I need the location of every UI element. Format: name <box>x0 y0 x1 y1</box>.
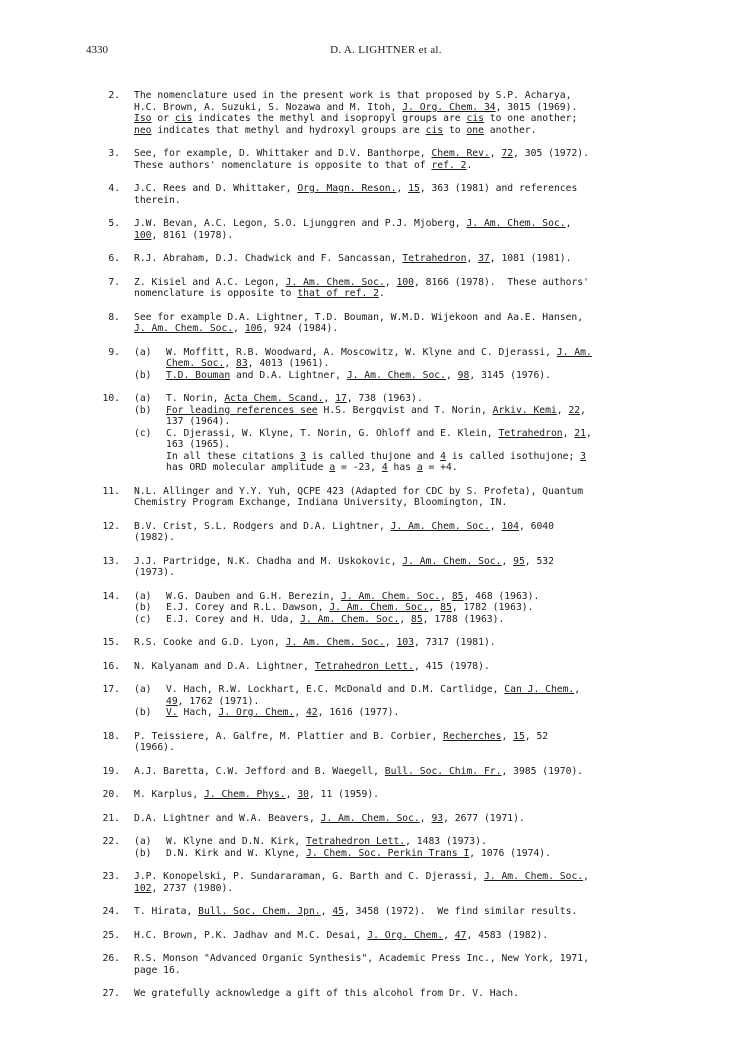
reference-line: Z. Kisiel and A.C. Legon, J. Am. Chem. Soc., 100, 8166 (1978). These authors' <box>134 276 589 288</box>
subitem-label: (a) <box>134 590 152 602</box>
reference-line: therein. <box>134 194 181 206</box>
reference-line: See for example D.A. Lightner, T.D. Bouman, W.M.D. Wijekoon and Aa.E. Hansen, <box>134 311 584 323</box>
subitem-text <box>166 393 686 405</box>
subitem-text <box>166 602 686 614</box>
subitem-text <box>166 428 686 474</box>
reference-subitem <box>134 591 686 603</box>
reference-number: 19. <box>102 765 120 777</box>
reference-item <box>86 312 686 335</box>
reference-number: 7. <box>108 276 120 288</box>
reference-text <box>134 766 686 778</box>
subitem-text <box>166 684 686 707</box>
reference-item <box>86 813 686 825</box>
reference-line: N. Kalyanam and D.A. Lightner, Tetrahedron Lett., 415 (1978). <box>134 660 490 672</box>
reference-line: B.V. Crist, S.L. Rodgers and D.A. Lightner, J. Am. Chem. Soc., 104, 6040 <box>134 520 554 532</box>
reference-text <box>134 953 686 976</box>
subitem-label: (c) <box>134 613 152 625</box>
reference-text <box>134 661 686 673</box>
reference-text <box>134 218 686 241</box>
reference-subitem <box>134 602 686 614</box>
reference-line: V. Hach, J. Org. Chem., 42, 1616 (1977). <box>166 707 400 718</box>
reference-line: 137 (1964). <box>166 416 231 427</box>
reference-text <box>134 637 686 649</box>
subitem-text <box>166 347 686 370</box>
reference-subitem <box>134 347 686 370</box>
reference-item <box>86 684 686 719</box>
reference-item <box>86 183 686 206</box>
reference-item <box>86 521 686 544</box>
reference-subitems <box>134 393 686 474</box>
reference-line: J.P. Konopelski, P. Sundararaman, G. Barth and C. Djerassi, J. Am. Chem. Soc., <box>134 871 589 882</box>
reference-line: Chem. Soc., 83, 4013 (1961). <box>166 358 330 369</box>
subitem-label: (b) <box>134 847 152 859</box>
reference-subitems <box>134 347 686 382</box>
reference-item <box>86 637 686 649</box>
reference-text <box>134 277 686 300</box>
reference-subitem <box>134 393 686 405</box>
reference-line: H.C. Brown, P.K. Jadhav and M.C. Desai, J. Org. Chem., 47, 4583 (1982). <box>134 929 549 941</box>
subitem-label: (b) <box>134 404 152 416</box>
reference-number: 18. <box>102 730 120 742</box>
reference-subitem <box>134 836 686 848</box>
subitem-label: (a) <box>134 346 152 358</box>
reference-line: J.W. Bevan, A.C. Legon, S.O. Ljunggren and P.J. Mjoberg, J. Am. Chem. Soc., <box>134 218 572 229</box>
reference-line: R.J. Abraham, D.J. Chadwick and F. Sancassan, Tetrahedron, 37, 1081 (1981). <box>134 253 572 264</box>
reference-number: 11. <box>102 485 120 497</box>
reference-text <box>134 90 686 136</box>
reference-number: 9. <box>108 346 120 358</box>
reference-line: In all these citations 3 is called thujone and 4 is called isothujone; 3 <box>166 450 586 462</box>
reference-item <box>86 988 686 1000</box>
reference-number: 3. <box>108 148 120 159</box>
reference-line: D.N. Kirk and W. Klyne, J. Chem. Soc. Perkin Trans I, 1076 (1974). <box>166 847 551 859</box>
reference-line: For leading references see H.S. Bergqvist and T. Norin, Arkiv. Kemi, 22, <box>166 404 586 416</box>
reference-item <box>86 556 686 579</box>
reference-item <box>86 393 686 474</box>
reference-line: V. Hach, R.W. Lockhart, E.C. McDonald and D.M. Cartlidge, Can J. Chem., <box>166 684 581 695</box>
reference-line: A.J. Baretta, C.W. Jefford and B. Waegell, Bull. Soc. Chim. Fr., 3985 (1970). <box>134 765 584 777</box>
reference-subitem <box>134 848 686 860</box>
reference-item <box>86 253 686 265</box>
reference-number: 23. <box>102 871 120 882</box>
subitem-label: (a) <box>134 684 152 695</box>
reference-line: Iso or cis indicates the methyl and isopropyl groups are cis to one another; <box>134 113 578 124</box>
reference-line: (1982). <box>134 532 175 543</box>
reference-item <box>86 906 686 918</box>
reference-number: 20. <box>102 789 120 800</box>
reference-line: T. Norin, Acta Chem. Scand., 17, 738 (1963). <box>166 393 423 404</box>
reference-subitem <box>134 707 686 719</box>
reference-line: T. Hirata, Bull. Soc. Chem. Jpn., 45, 3458 (1972). We find similar results. <box>134 906 578 917</box>
reference-text <box>134 312 686 335</box>
subitem-text <box>166 614 686 626</box>
reference-line: T.D. Bouman and D.A. Lightner, J. Am. Chem. Soc., 98, 3145 (1976). <box>166 369 551 381</box>
reference-subitem <box>134 370 686 382</box>
reference-item <box>86 789 686 801</box>
reference-item <box>86 661 686 673</box>
reference-number: 4. <box>108 183 120 194</box>
reference-text <box>134 930 686 942</box>
reference-number: 13. <box>102 555 120 567</box>
reference-number: 27. <box>102 988 120 999</box>
reference-text <box>134 521 686 544</box>
reference-number: 21. <box>102 812 120 824</box>
reference-subitems <box>134 836 686 859</box>
reference-item <box>86 836 686 859</box>
reference-text <box>134 988 686 1000</box>
reference-subitem <box>134 428 686 474</box>
reference-text <box>134 871 686 894</box>
reference-text <box>134 148 686 171</box>
reference-line: 49, 1762 (1971). <box>166 695 260 707</box>
reference-number: 25. <box>102 929 120 941</box>
reference-item <box>86 766 686 778</box>
reference-line: (1966). <box>134 742 175 753</box>
reference-text <box>134 486 686 509</box>
reference-item <box>86 277 686 300</box>
reference-text <box>134 813 686 825</box>
reference-line: Chemistry Program Exchange, Indiana University, Bloomington, IN. <box>134 497 508 508</box>
reference-line: 163 (1965). <box>166 439 231 450</box>
subitem-text <box>166 405 686 428</box>
reference-line: W. Klyne and D.N. Kirk, Tetrahedron Lett., 1483 (1973). <box>166 836 487 847</box>
reference-item <box>86 930 686 942</box>
reference-line: D.A. Lightner and W.A. Beavers, J. Am. Chem. Soc., 93, 2677 (1971). <box>134 812 525 824</box>
page-header <box>86 44 686 60</box>
reference-number: 8. <box>108 311 120 323</box>
reference-line: These authors' nomenclature is opposite to that of ref. 2. <box>134 159 473 171</box>
references-list <box>86 90 686 1000</box>
reference-line: R.S. Cooke and G.D. Lyon, J. Am. Chem. Soc., 103, 7317 (1981). <box>134 637 496 648</box>
reference-item <box>86 486 686 509</box>
reference-line: nomenclature is opposite to that of ref. 2. <box>134 288 385 299</box>
subitem-text <box>166 591 686 603</box>
reference-line: page 16. <box>134 964 181 976</box>
reference-line: E.J. Corey and R.L. Dawson, J. Am. Chem. Soc., 85, 1782 (1963). <box>166 602 534 613</box>
reference-text <box>134 789 686 801</box>
reference-line: The nomenclature used in the present work is that proposed by S.P. Acharya, <box>134 90 572 101</box>
reference-subitems <box>134 591 686 626</box>
reference-text <box>134 183 686 206</box>
page-number: 4330 <box>86 44 108 56</box>
reference-line: J.C. Rees and D. Whittaker, Org. Magn. Reson., 15, 363 (1981) and references <box>134 183 578 194</box>
reference-number: 22. <box>102 836 120 847</box>
reference-item <box>86 148 686 171</box>
reference-line: We gratefully acknowledge a gift of this alcohol from Dr. V. Hach. <box>134 988 519 999</box>
reference-line: See, for example, D. Whittaker and D.V. Banthorpe, Chem. Rev., 72, 305 (1972). <box>134 148 589 159</box>
reference-item <box>86 871 686 894</box>
subitem-text <box>166 848 686 860</box>
reference-line: H.C. Brown, A. Suzuki, S. Nozawa and M. Itoh, J. Org. Chem. 34, 3015 (1969). <box>134 101 578 113</box>
reference-line: 100, 8161 (1978). <box>134 229 234 241</box>
subitem-text <box>166 370 686 382</box>
reference-item <box>86 591 686 626</box>
reference-number: 14. <box>102 590 120 602</box>
reference-subitem <box>134 614 686 626</box>
subitem-text <box>166 707 686 719</box>
reference-number: 17. <box>102 684 120 695</box>
reference-number: 5. <box>108 218 120 229</box>
reference-text <box>134 253 686 265</box>
reference-line: W.G. Dauben and G.H. Berezin, J. Am. Chem. Soc., 85, 468 (1963). <box>166 590 540 602</box>
reference-line: C. Djerassi, W. Klyne, T. Norin, G. Ohloff and E. Klein, Tetrahedron, 21, <box>166 427 592 439</box>
reference-item <box>86 218 686 241</box>
reference-line: R.S. Monson "Advanced Organic Synthesis", Academic Press Inc., New York, 1971, <box>134 953 589 964</box>
reference-text <box>134 556 686 579</box>
reference-item <box>86 347 686 382</box>
reference-number: 26. <box>102 953 120 964</box>
reference-number: 2. <box>108 90 120 101</box>
reference-line: P. Teissiere, A. Galfre, M. Plattier and B. Corbier, Recherches, 15, 52 <box>134 730 549 742</box>
running-head: D. A. LIGHTNER et al. <box>330 44 442 56</box>
reference-line: M. Karplus, J. Chem. Phys., 30, 11 (1959). <box>134 789 379 800</box>
reference-line: W. Moffitt, R.B. Woodward, A. Moscowitz, W. Klyne and C. Djerassi, J. Am. <box>166 346 592 358</box>
subitem-label: (a) <box>134 393 152 404</box>
reference-line: N.L. Allinger and Y.Y. Yuh, QCPE 423 (Adapted for CDC by S. Profeta), Quantum <box>134 485 584 497</box>
subitem-label: (c) <box>134 427 152 439</box>
reference-line: J.J. Partridge, N.K. Chadha and M. Uskokovic, J. Am. Chem. Soc., 95, 532 <box>134 555 554 567</box>
reference-line: has ORD molecular amplitude a = -23, 4 has a = +4. <box>166 462 458 473</box>
reference-line: 102, 2737 (1980). <box>134 882 234 894</box>
reference-number: 15. <box>102 637 120 648</box>
reference-number: 6. <box>108 253 120 264</box>
reference-line: neo indicates that methyl and hydroxyl groups are cis to one another. <box>134 124 537 136</box>
subitem-label: (b) <box>134 602 152 613</box>
reference-subitem <box>134 405 686 428</box>
reference-subitem <box>134 684 686 707</box>
reference-subitems <box>134 684 686 719</box>
reference-item <box>86 731 686 754</box>
reference-number: 24. <box>102 906 120 917</box>
reference-text <box>134 906 686 918</box>
reference-line: J. Am. Chem. Soc., 106, 924 (1984). <box>134 323 339 334</box>
reference-number: 12. <box>102 520 120 532</box>
reference-text <box>134 731 686 754</box>
reference-number: 16. <box>102 660 120 672</box>
reference-line: E.J. Corey and H. Uda, J. Am. Chem. Soc., 85, 1788 (1963). <box>166 613 505 625</box>
subitem-text <box>166 836 686 848</box>
reference-item <box>86 953 686 976</box>
subitem-label: (b) <box>134 707 152 718</box>
subitem-label: (b) <box>134 369 152 381</box>
reference-number: 10. <box>102 393 120 404</box>
reference-item <box>86 90 686 136</box>
reference-line: (1973). <box>134 567 175 578</box>
subitem-label: (a) <box>134 836 152 847</box>
